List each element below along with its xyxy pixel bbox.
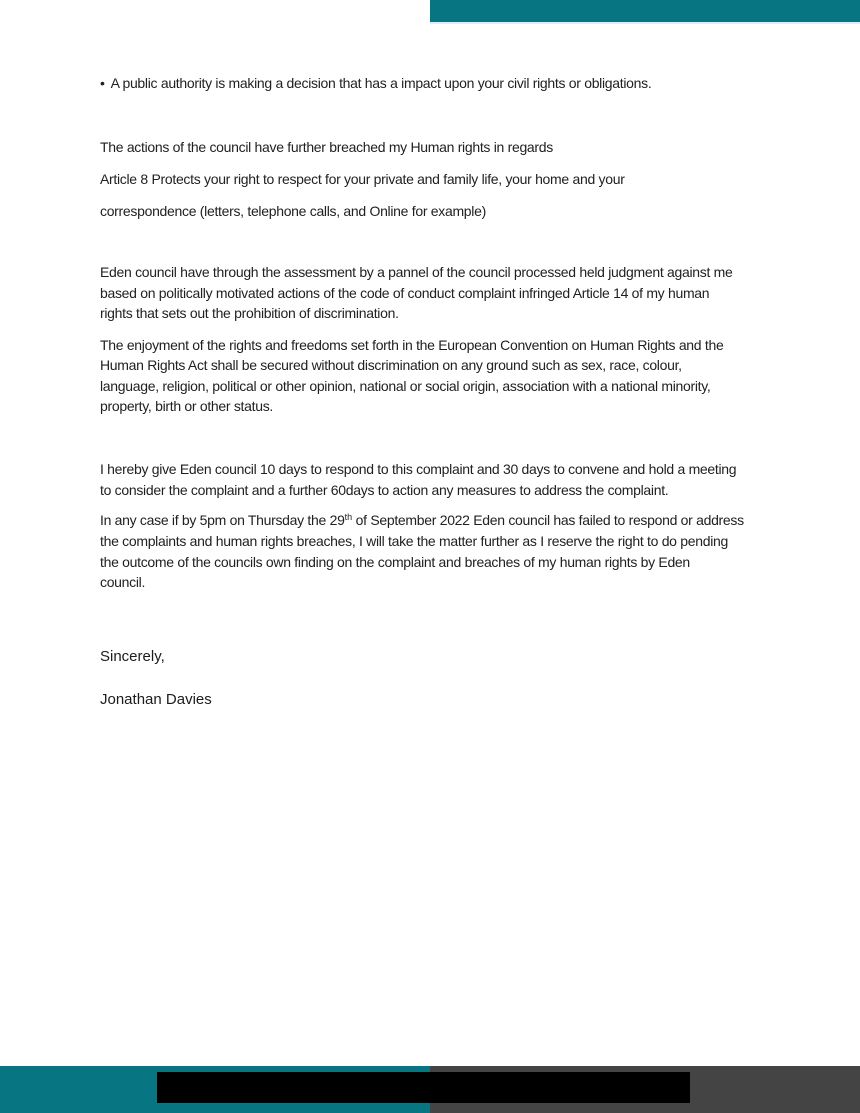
failure-line1-post: of September 2022 Eden council has failed to respond or address [352,512,744,528]
deadline-paragraph-line: I hereby give Eden council 10 days to respond to this complaint and 30 days to convene and hold a meeting [100,461,737,477]
failure-paragraph-line [100,511,744,532]
judgment-paragraph-line: based on politically motivated actions of the code of conduct complaint infringed Article 14 of my human [100,285,710,301]
ordinal-superscript: th [344,512,353,522]
enjoyment-paragraph-line: language, religion, political or other opinion, national or social origin, association with a national minority, [100,378,711,394]
judgment-paragraph-line: rights that sets out the prohibition of discrimination. [100,305,399,321]
intro-line: The actions of the council have further breached my Human rights in regards [100,139,553,155]
bullet-item [100,74,651,93]
intro-line: Article 8 Protects your right to respect for your private and family life, your home and your [100,171,625,187]
failure-paragraph-line: the complaints and human rights breaches, I will take the matter further as I reserve the right to do pending [100,533,728,549]
failure-paragraph-line: the outcome of the councils own finding on the complaint and breaches of my human rights by Eden [100,554,690,570]
judgment-paragraph-line: Eden council have through the assessment by a pannel of the council processed held judgment against me [100,264,733,280]
header-accent-line [430,22,860,24]
bullet-item-text: A public authority is making a decision that has a impact upon your civil rights or obligations. [110,75,652,91]
header-teal-bar [430,0,860,22]
bullet-icon: • [100,75,105,91]
closing-line: Sincerely, [100,648,165,665]
failure-paragraph-line: council. [100,574,146,590]
intro-line: correspondence (letters, telephone calls, and Online for example) [100,203,486,219]
enjoyment-paragraph-line: property, birth or other status. [100,398,274,414]
enjoyment-paragraph-line: Human Rights Act shall be secured without discrimination on any ground such as sex, race, colour, [100,357,682,373]
enjoyment-paragraph-line: The enjoyment of the rights and freedoms set forth in the European Convention on Human Rights and the [100,337,724,353]
redaction-box [157,1072,690,1103]
signature-name: Jonathan Davies [100,691,212,708]
failure-line1-pre: In any case if by 5pm on Thursday the 29 [100,512,345,528]
deadline-paragraph-line: to consider the complaint and a further 60days to action any measures to address the complaint. [100,482,669,498]
